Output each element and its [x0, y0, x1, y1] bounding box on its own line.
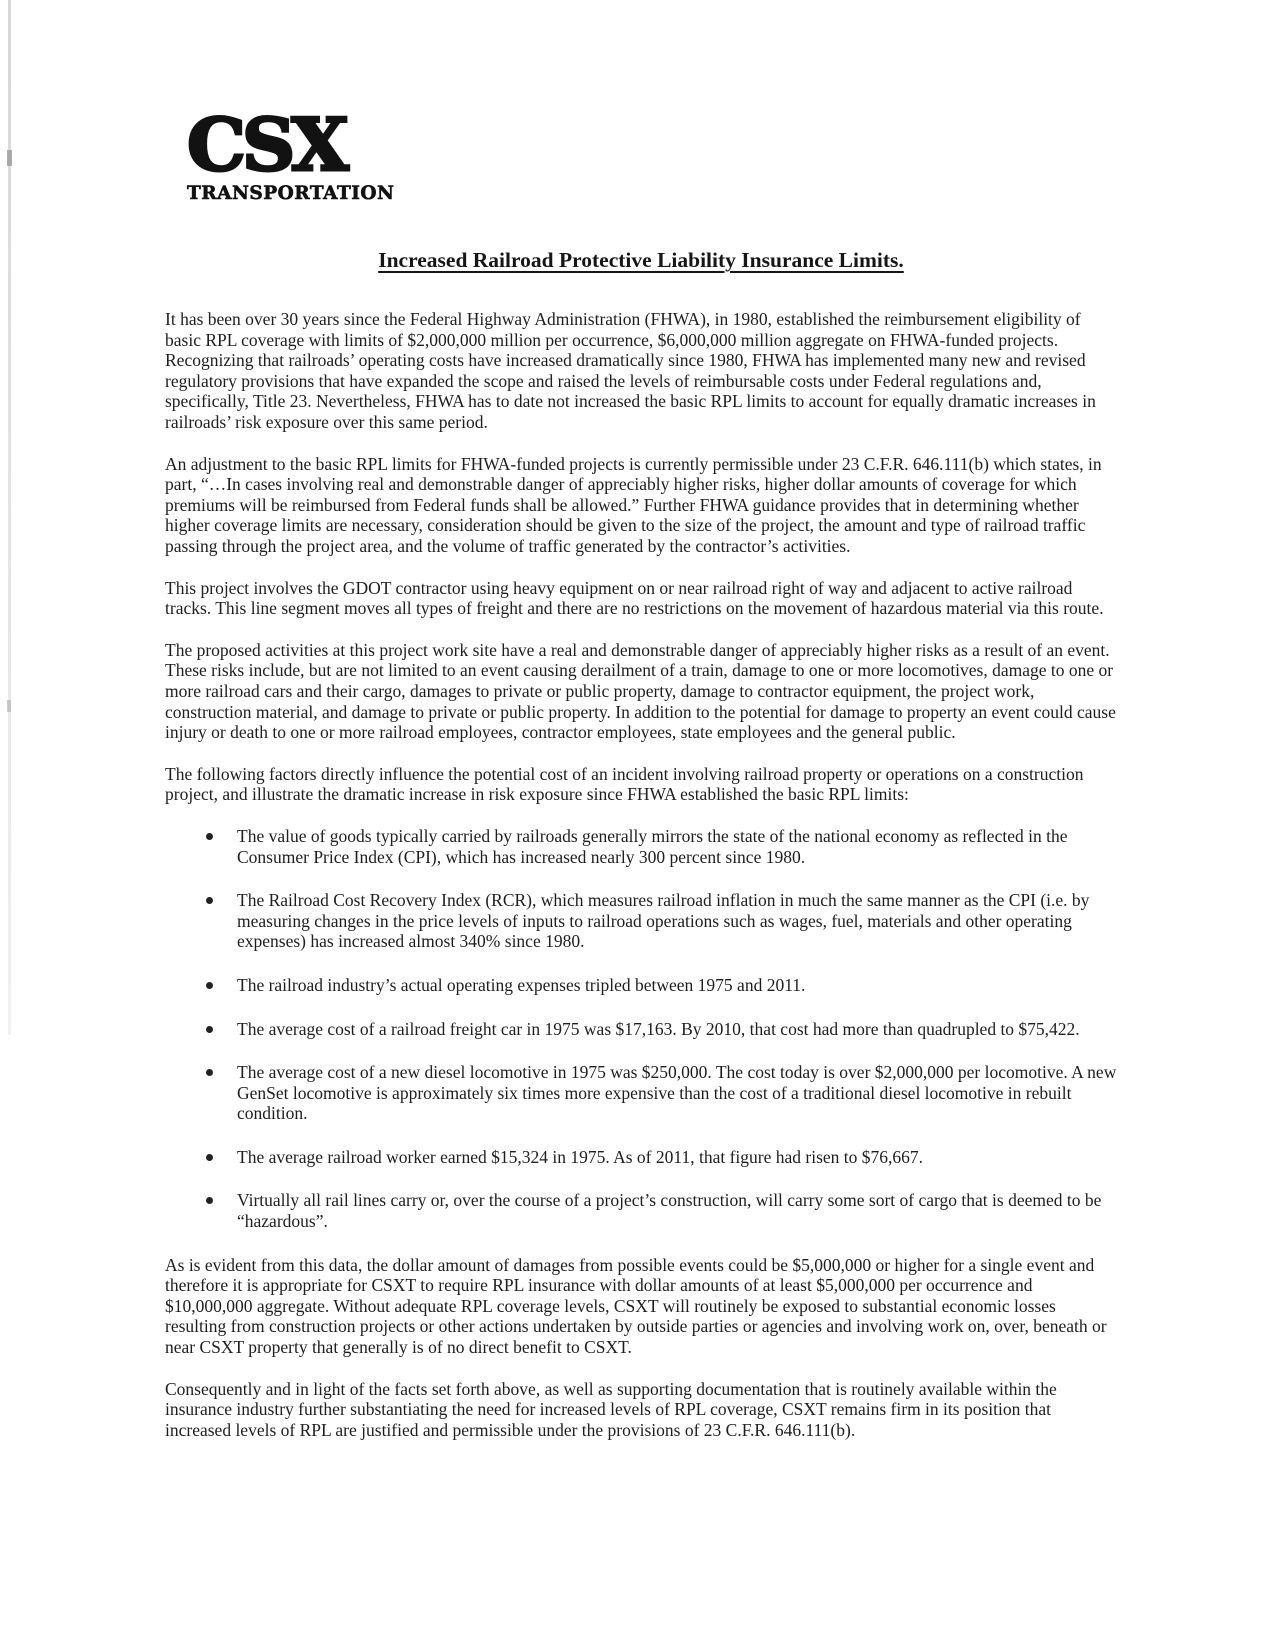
paragraph-cfr-adjustment: An adjustment to the basic RPL limits for FHWA-funded projects is currently permissible under 23 C.F.R. 646.111(b) which states, in part, “…In cases involving real and demonstrable danger of appreciably higher risks, higher dollar amounts of coverage for which premiums will be reimbursed from Federal funds shall be allowed.” Further FHWA guidance provides that in determining whether higher coverage limits are necessary, consideration should be given to the size of the project, the amount and type of railroad traffic passing through the project area, and the volume of traffic generated by the contractor’s activities.: [165, 453, 1102, 557]
list-item-text: Virtually all rail lines carry or, over the course of a project’s construction, will carry some sort of cargo that is deemed to be “hazardous”.: [237, 1190, 1102, 1232]
list-item-text: The railroad industry’s actual operating expenses tripled between 1975 and 2011.: [237, 974, 806, 995]
list-item-rcr: [165, 890, 1117, 952]
list-item-text: The average railroad worker earned $15,324 in 1975. As of 2011, that figure had risen to $76,667.: [237, 1146, 924, 1167]
paragraph-proposed-activities: The proposed activities at this project work site have a real and demonstrable danger of appreciably higher risks as a result of an event. These risks include, but are not limited to an event causing derailment of a train, damage to one or more locomotives, damage to one or more railroad cars and their cargo, damages to private or public property, damage to contractor equipment, the project work, construction material, and damage to private or public property. In addition to the potential for damage to property an event could cause injury or death to one or more railroad employees, contractor employees, state employees and the general public.: [165, 639, 1116, 743]
document-title: Increased Railroad Protective Liability Insurance Limits.: [378, 248, 904, 273]
list-item-worker-earnings: [165, 1147, 1117, 1168]
csx-logo-subtitle: TRANSPORTATION: [187, 183, 395, 205]
list-item-text: The value of goods typically carried by railroads generally mirrors the state of the national economy as reflected in the Consumer Price Index (CPI), which has increased nearly 300 percent since 1980.: [237, 825, 1068, 867]
bullet-dot-icon: [206, 1026, 213, 1033]
paragraph-project-description: This project involves the GDOT contractor using heavy equipment on or near railroad right of way and adjacent to active railroad tracks. This line segment moves all types of freight and there are no restrictions on the movement of hazardous material via this route.: [165, 577, 1104, 619]
list-item-locomotive-cost: [165, 1062, 1117, 1124]
bullet-dot-icon: [206, 982, 213, 989]
list-item-hazardous-cargo: [165, 1190, 1117, 1231]
document-body: [165, 309, 1117, 1440]
csx-wordmark: CSX: [187, 103, 345, 188]
bullet-dot-icon: [206, 1154, 213, 1161]
list-item-text: The Railroad Cost Recovery Index (RCR), which measures railroad inflation in much the same manner as the CPI (i.e. by measuring changes in the price levels of inputs to railroad operations such as wages, fuel, materials and other operating expenses) has increased almost 340% since 1980.: [237, 890, 1090, 952]
document-content: [165, 103, 1117, 1461]
paragraph-factors-lead-in: The following factors directly influence the potential cost of an incident involving railroad property or operations on a construction project, and illustrate the dramatic increase in risk exposure since FHWA established the basic RPL limits:: [165, 763, 1084, 805]
paragraph-conclusion-position: Consequently and in light of the facts set forth above, as well as supporting documentation that is routinely available within the insurance industry further substantiating the need for increased levels of RPL coverage, CSXT remains firm in its position that increased levels of RPL are justified and permissible under the provisions of 23 C.F.R. 646.111(b).: [165, 1378, 1057, 1440]
list-item-text: The average cost of a railroad freight car in 1975 was $17,163. By 2010, that cost had more than quadrupled to $75,422.: [237, 1018, 1080, 1039]
list-item-text: The average cost of a new diesel locomotive in 1975 was $250,000. The cost today is over $2,000,000 per locomotive. A new GenSet locomotive is approximately six times more expensive than the cost of a traditional diesel locomotive in rebuilt condition.: [237, 1062, 1117, 1124]
bullet-dot-icon: [206, 897, 213, 904]
scan-artifact-notch: [7, 700, 11, 712]
bullet-dot-icon: [206, 1069, 213, 1076]
paragraph-conclusion-damages: As is evident from this data, the dollar amount of damages from possible events could be $5,000,000 or higher for a single event and therefore it is appropriate for CSXT to require RPL insurance with dollar amounts of at least $5,000,000 per occurrence and $10,000,000 aggregate. Without adequate RPL coverage levels, CSXT will routinely be exposed to substantial economic losses resulting from construction projects or other actions undertaken by outside parties or agencies and involving work on, over, beneath or near CSXT property that generally is of no direct benefit to CSXT.: [165, 1254, 1107, 1358]
bullet-dot-icon: [206, 1197, 213, 1204]
paragraph-intro: It has been over 30 years since the Federal Highway Administration (FHWA), in 1980, established the reimbursement eligibility of basic RPL coverage with limits of $2,000,000 million per occurrence, $6,000,000 million aggregate on FHWA-funded projects. Recognizing that railroads’ operating costs have increased dramatically since 1980, FHWA has implemented many new and revised regulatory provisions that have expanded the scope and raised the levels of reimbursable costs under Federal regulations and, specifically, Title 23. Nevertheless, FHWA has to date not increased the basic RPL limits to account for equally dramatic increases in railroads’ risk exposure over this same period.: [165, 309, 1096, 433]
list-item-freight-car-cost: [165, 1019, 1117, 1040]
list-item-operating-expenses: [165, 975, 1117, 996]
list-item-cpi: [165, 826, 1117, 867]
csx-transportation-logo: [187, 103, 417, 205]
factor-bullet-list: [165, 826, 1117, 1232]
scan-artifact-notch: [7, 150, 12, 166]
bullet-dot-icon: [206, 833, 213, 840]
